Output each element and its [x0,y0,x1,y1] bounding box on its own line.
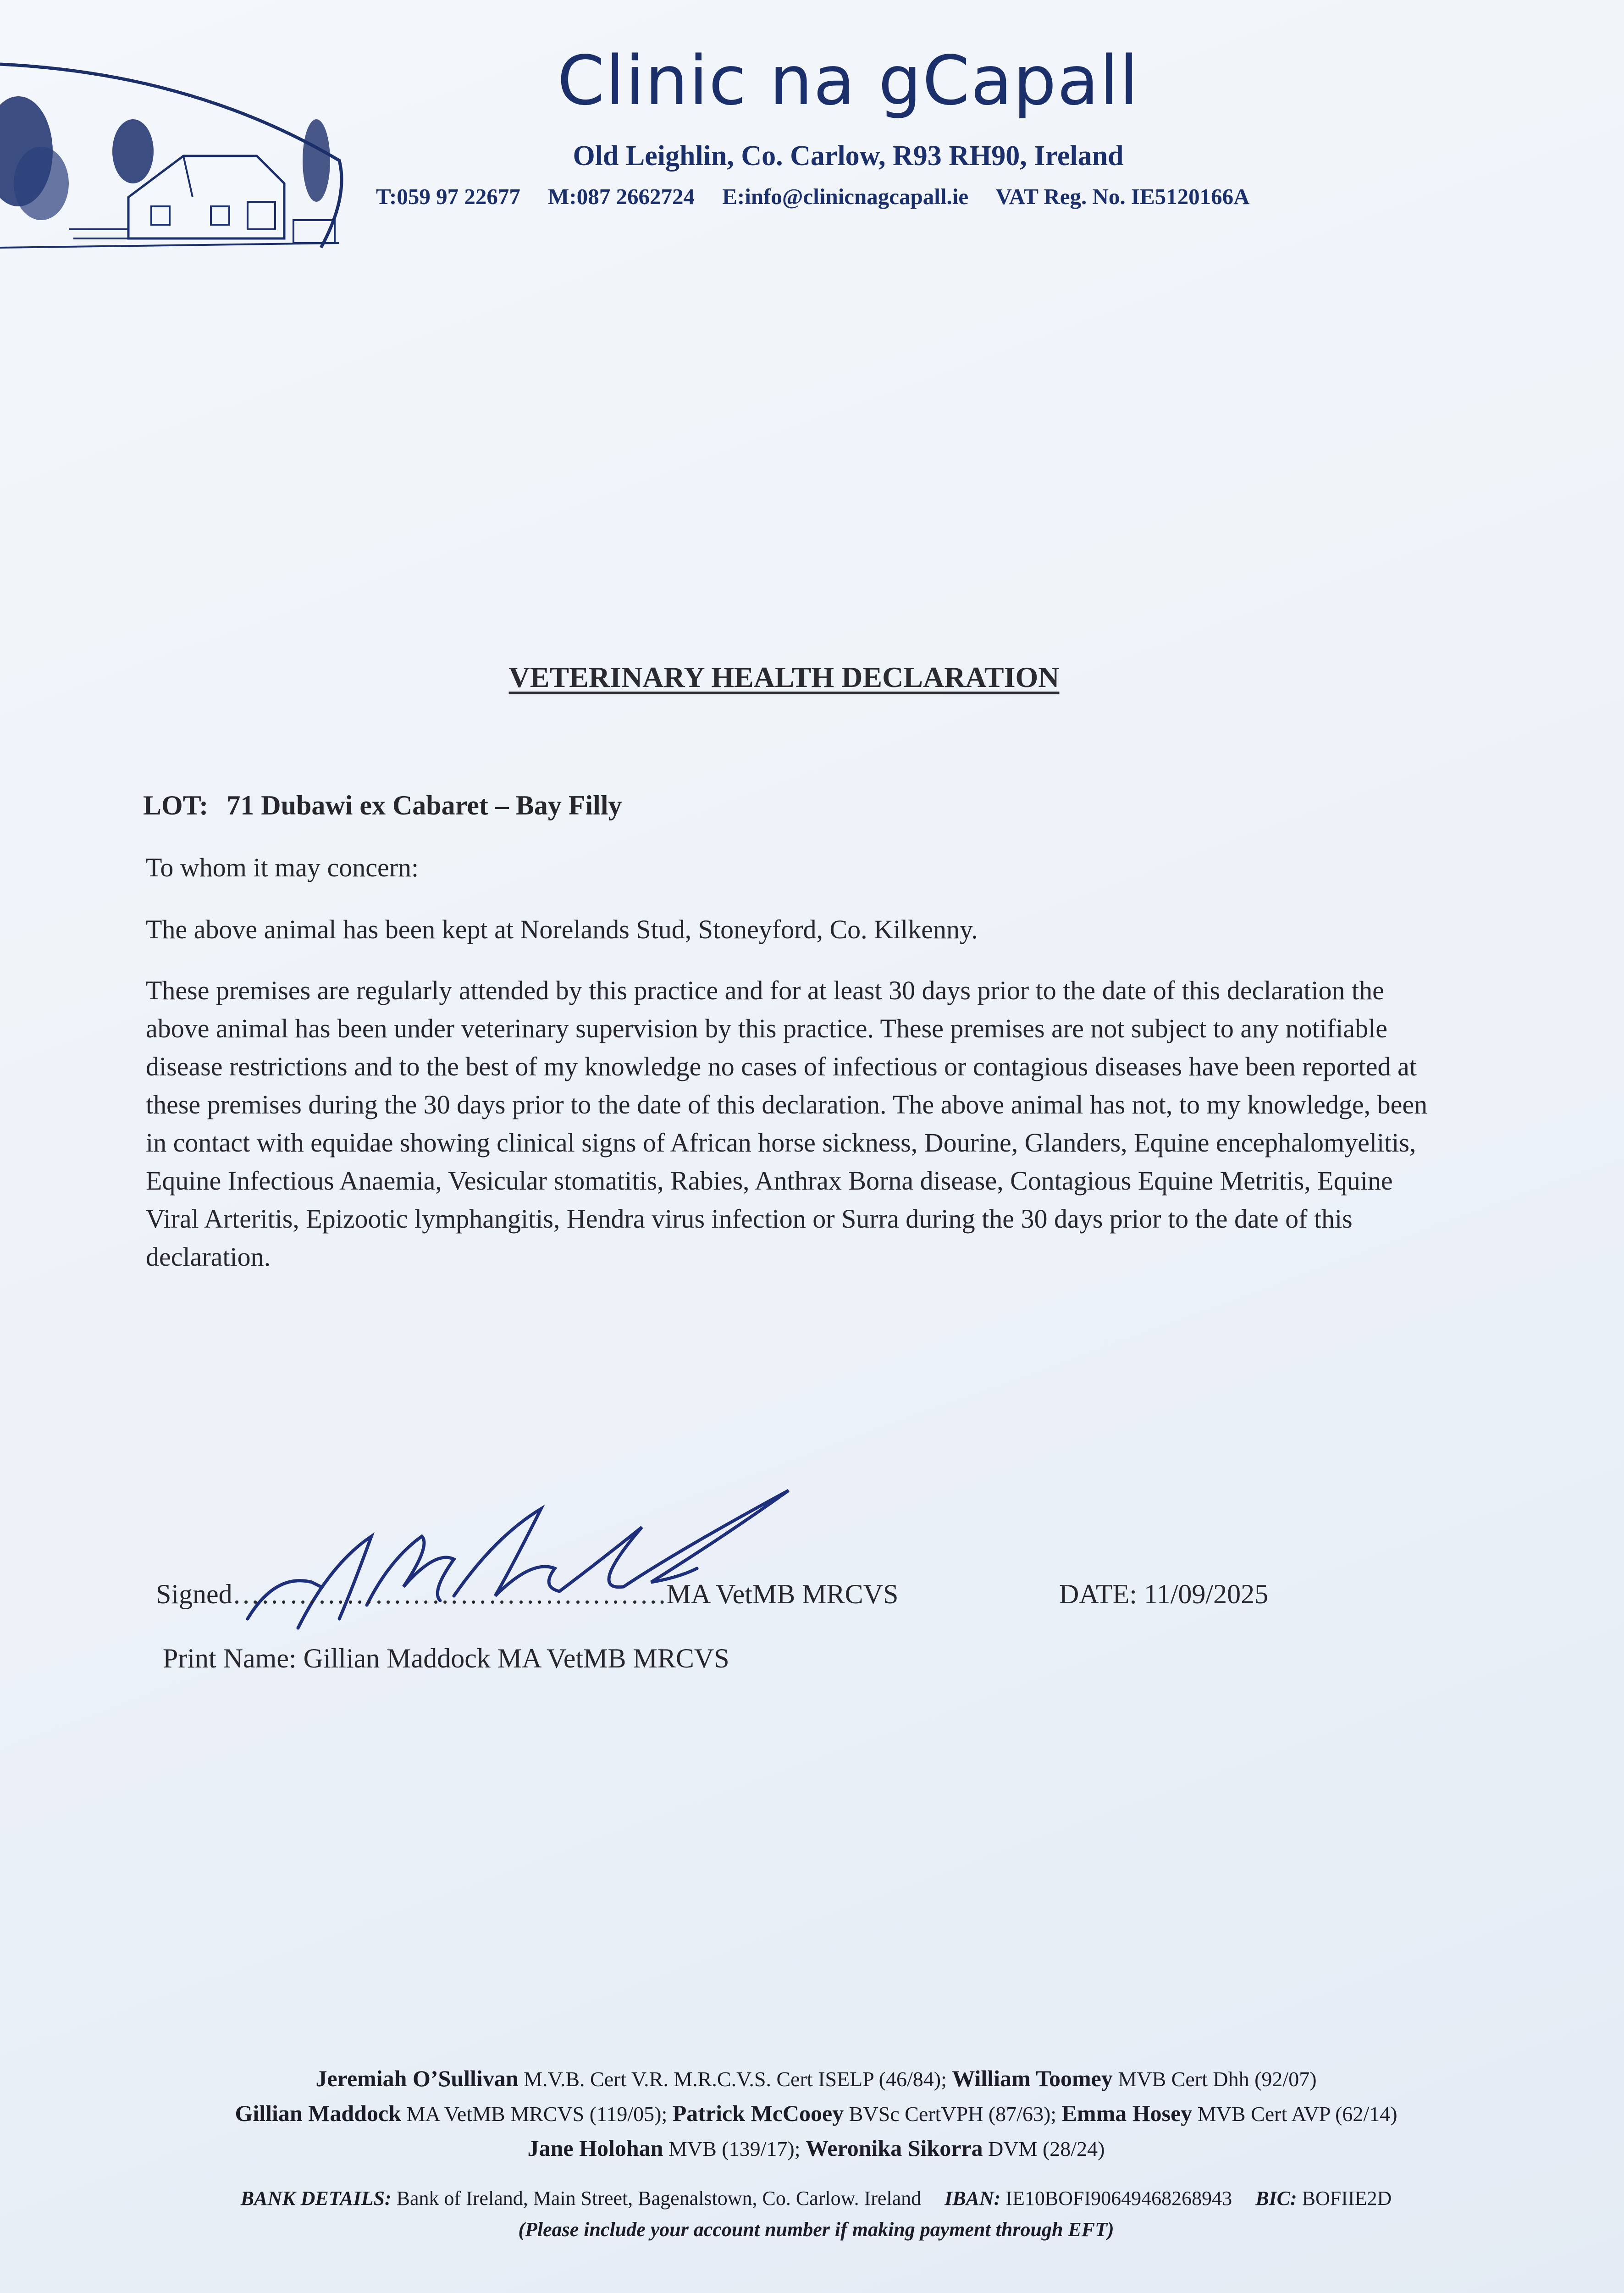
lot-label: LOT: [143,790,209,820]
signed-line [156,1575,981,1613]
date-value: 11/09/2025 [1143,1579,1269,1609]
lot-line [143,786,1427,825]
footer-bank-details [83,2183,1550,2245]
clinic-contact-details [376,183,1476,210]
bank-details-row [83,2183,1550,2214]
salutation: To whom it may concern: [146,853,419,882]
partner-qualifications: MVB Cert Dhh (92/07) [1118,2067,1317,2091]
kept-statement: The above animal has been kept at Norelands Stud, Stoneyford, Co. Kilkenny. [146,914,978,944]
bank-label: BANK DETAILS: [240,2187,392,2210]
iban-value: IE10BOFI90649468268943 [1005,2187,1232,2210]
clinic-name: Clinic na gCapall [557,41,1139,120]
declaration-text: These premises are regularly attended by this practice and for at least 30 days prior to the date of this declaration the above animal has been under veterinary supervision by this practice. These premises are not subject to any notifiable disease restrictions and to the best of my knowledge no cases of infectious or contagious diseases have been reported at these premises during the 30 days prior to the date of this declaration. The above animal has not, to my knowledge, been in contact with equidae showing clinical signs of African horse sickness, Dourine, Glanders, Equine encephalomyelitis, Equine Infectious Anaemia, Vesicular stomatitis, Rabies, Anthrax Borna disease, Contagious Equine Metritis, Equine Viral Arteritis, Epizootic lymphangitis, Hendra virus infection or Surra during the 30 days prior to the date of this declaration. [146,975,1428,1272]
partner-qualifications: DVM (28/24) [988,2137,1105,2160]
partner-name: Emma Hosey [1061,2100,1193,2126]
document-title: VETERINARY HEALTH DECLARATION [508,661,1060,693]
partner-qualifications: MVB Cert AVP (62/14) [1197,2102,1398,2126]
bic-value: BOFIIE2D [1302,2187,1392,2210]
clinic-mobile: M:087 2662724 [548,184,695,209]
partner-qualifications: MA VetMB MRCVS (119/05); [406,2102,668,2126]
partner-qualifications: MVB (139/17); [668,2137,801,2160]
signed-label: Signed [156,1579,232,1609]
partner-name: Gillian Maddock [235,2100,402,2126]
payment-note: (Please include your account number if making payment through EFT) [518,2218,1114,2241]
partner-name: William Toomey [952,2066,1113,2091]
date-label: DATE: [1059,1579,1137,1609]
bank-value: Bank of Ireland, Main Street, Bagenalstown, Co. Carlow. Ireland [396,2187,922,2210]
partner-name: Weronika Sikorra [806,2135,983,2161]
clinic-email: E:info@clinicnagcapall.ie [722,184,969,209]
date-line [1059,1575,1268,1613]
footer-partners-row-1 [83,2061,1550,2096]
clinic-telephone: T:059 97 22677 [376,184,520,209]
partner-qualifications: M.V.B. Cert V.R. M.R.C.V.S. Cert ISELP (46/84); [524,2067,947,2091]
footer-partners-row-2 [83,2096,1550,2131]
partner-name: Jeremiah O’Sullivan [315,2066,519,2091]
partner-qualifications: BVSc CertVPH (87/63); [849,2102,1057,2126]
signature-dotted-line: ………………………………………. [232,1579,667,1609]
partner-name: Jane Holohan [527,2135,663,2161]
footer-partners-row-3 [83,2131,1550,2166]
lot-value: 71 Dubawi ex Cabaret – Bay Filly [226,790,622,820]
signature-qualifications: MA VetMB MRCVS [666,1579,899,1609]
bic-label: BIC: [1255,2187,1297,2210]
clinic-logo-illustration [0,46,348,261]
iban-label: IBAN: [945,2187,1001,2210]
print-name: Print Name: Gillian Maddock MA VetMB MRCVS [163,1643,729,1673]
declaration-paragraph [146,971,1434,1276]
footer-partners [83,2061,1550,2166]
clinic-vat-number: VAT Reg. No. IE5120166A [995,184,1250,209]
partner-name: Patrick McCooey [672,2100,844,2126]
clinic-address: Old Leighlin, Co. Carlow, R93 RH90, Ireland [573,140,1124,172]
